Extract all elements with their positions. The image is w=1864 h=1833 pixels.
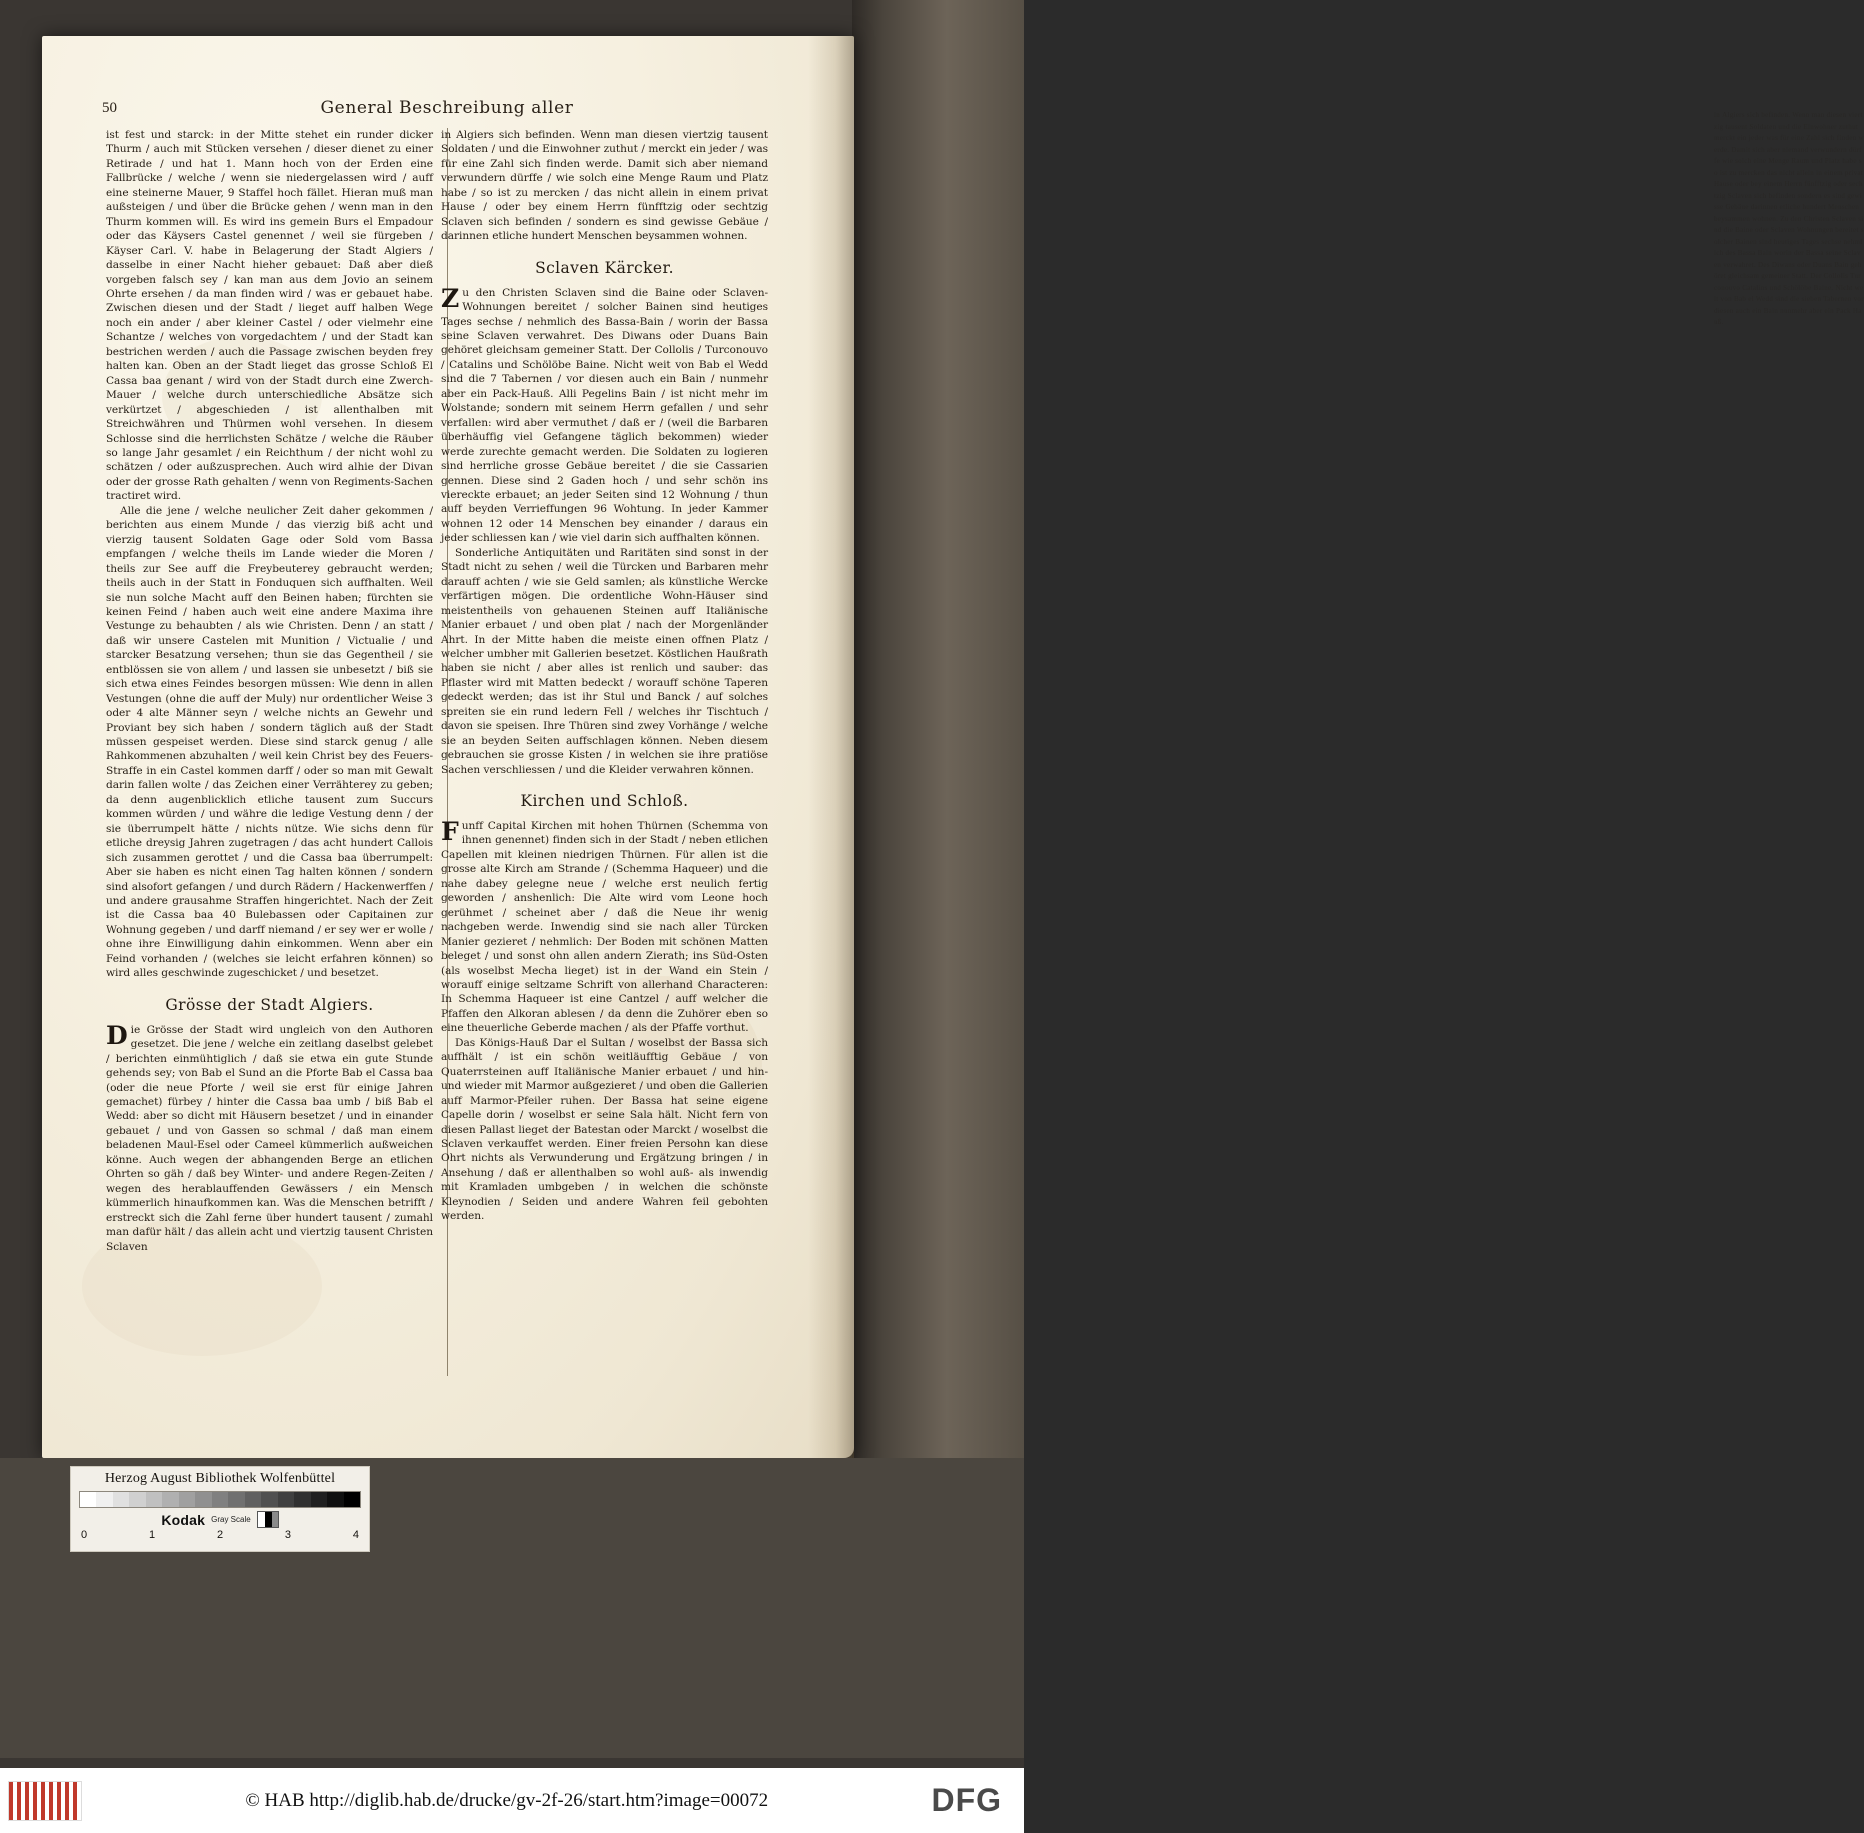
paragraph: Das Königs-Hauß Dar el Sultan / woselbst der Bassa sich auffhält / ist ein schön weitläufftig Gebäue / von Quaterrsteinen auff Italiänische Manier erbauet / und hin- und wieder mit Marmor außgezieret / und oben die Gallerien auff Marmor-Pfeiler ruhen. Der Bassa hat seine eigene Capelle dorin / woselbst er seine Sala hält. Nicht fern von diesen Pallast lieget der Batestan oder Marckt / woselbst die Sclaven verkauffet werden. Einer freien Persohn kan diese Ohrt nichts als Verwunderung und Ergätzung bringen / in Ansehung / daß er allenthalben so wohl auß- als inwendig mit Kramladen umbgeben / in welchen die schönste Kleynodien / Seiden und andere Wahren feil gebohten werden. xyxy=(441,1036,768,1223)
paragraph: Sonderliche Antiquitäten und Raritäten sind sonst in der Stadt nicht zu sehen / weil die Türcken und Barbaren mehr darauff achten / wie sie Geld samlen; als künstliche Wercke verfärtigen mögen. Die ordentliche Wohn-Häuser sind meistentheils von gehauenen Steinen auff Italiänische Manier erbauet / und oben plat / nach der Morgenländer Ahrt. In der Mitte haben die meiste einen offnen Platz / welcher umbher mit Gallerien besetzet. Köstlichen Haußrath haben sie nicht / aber alles ist renlich und sauber: das Pflaster wird mit Matten bedeckt / worauff schöne Taperen gedeckt werden; das ist ihr Stul und Banck / auf solches spreiten sie ein rund ledern Fell / welches ihr Tischtuch / davon sie speisen. Ihre Thüren sind zwey Vorhänge / welche sie an beyden Seiten auffschlagen können. Neben diesem gebrauchen sie grosse Kisten / in welchen sie ihre pratiöse Sachen verschliessen / und die Kleider verwahren können. xyxy=(441,546,768,776)
two-column-layout xyxy=(102,128,792,1380)
section-heading: Grösse der Stadt Algiers. xyxy=(165,995,374,1014)
credit-bar xyxy=(0,1768,1024,1833)
kodak-wordmark: Kodak xyxy=(161,1511,206,1528)
manuscript-page xyxy=(42,36,854,1458)
ruler-tick-label: 4 xyxy=(352,1529,359,1541)
paragraph: in Algiers sich befinden. Wenn man diesen viertzig tausent Soldaten / und die Einwohner zuthut / merckt ein jeder / was für eine Zahl sich finden werde. Damit sich aber niemand verwundern dürffe / wie solch eine Menge Raum und Platz habe / so ist zu mercken / das nicht allein in einem privat Hause / oder bey einem Herrn fünfftzig oder sechtzig Sclaven sich befinden / sondern es sind gewisse Gebäue / darinnen etliche hundert Menschen beysammen wohnen. xyxy=(441,129,768,243)
kodak-branding xyxy=(71,1511,369,1528)
paragraph: ist fest und starck: in der Mitte stehet ein runder dicker Thurm / auch mit Stücken versehen / dieser dienet zu einer Retirade / und hat 1. Mann hoch von der Erden eine Fallbrücke / welche / wenn sie niedergelassen wird / auff eine steinerne Mauer, 9 Staffel hoch fället. Hieran muß man außsteigen / und über die Brücke gehen / wenn man in den Thurm kommen will. Es wird ins gemein Burs el Empadour oder das Käysers Castel genennet / weil sie fürgeben / Käyser Carl. V. habe in Belagerung der Stadt Algiers / dasselbe in einer Nacht hieher gebauet: Daß aber dieß vorgeben falsch sey / kan man aus dem Jovio an seinem Ohrte ersehen / da man finden wird / was er gebauet habe. Zwischen diesen und der Stadt / lieget auff halben Wege noch ein ander / aber kleiner Castel / oder vielmehr eine Schantze / welches von vorgedachtem / und der Stadt kan bestrichen werden / auch die Passage zwischen beyden frey halten kan. Oben an der Stadt lieget das grosse Schloß El Cassa baa genant / wird von der Stadt durch eine Zwerch-Mauer / welche durch unterschiedliche Absätze sich verkürtzet / abgeschieden / ist allenthalben mit Streichwähren und Thürmen wohl versehen. In diesem Schlosse sind die herrlichsten Schätze / welche die Räuber so lange Jahr gesamlet / ein Reichthum / der nicht wohl zu schätzen / oder außzusprechen. Auch wird alhie der Divan oder der grosse Rath gehalten / wenn von Regiments-Sachen tractiret wird. xyxy=(106,129,433,503)
paragraph: Alle die jene / welche neulicher Zeit daher gekommen / berichten aus einem Munde / das vierzig biß acht und vierzig tausent Soldaten Gage oder Sold vom Bassa empfangen / welche theils im Lande wieder die Moren / theils zur See auff die Freybeuterey gebraucht werden; theils auch in der Statt in Fonduquen sich auffhalten. Weil sie nun solche Macht auff den Beinen haben; fürchten sie keinen Feind / haben auch weit eine andere Maxima ihre Vestunge zu behaubten / als wie Christen. Denn / an statt / daß wir unsere Castelen mit Munition / Victualie / und starcker Besatzung versehen; thun sie das Gegentheil / sie entblössen sie von allem / und lassen sie unbesetzt / biß sie sich etwa eines Feindes besorgen müssen: Wie denn in allen Vestungen (ohne die auff der Muly) nur ordentlicher Weise 3 oder 4 alte Männer seyn / welche nichts an Gewehr und Proviant bey sich haben / sondern täglich auß der Stadt müssen gespeiset werden. Diese sind starck genug / alle Rahkommenen abzuhalten / weil kein Christ bey des Feuers-Straffe in ein Castel kommen darff / oder so man mit Gewalt darin fallen wolte / das Zeichen einer Verrähterey zu geben; da denn augenblicklich etliche tausent zum Succurs kommen würden / und währe die ledige Vestung denn / der sie überrumpelt hätte / nichts nütze. Wie sichs denn für etliche dreysig Jahren zugetragen / das acht hundert Callois sich zusammen gerottet / und die Cassa baa überrumpelt: Aber sie haben es nicht einen Tag halten können / sondern sind alsofort gefangen / und durch Rädern / Hackenwerffen / und andere grausahme Straffen hingerichtet. Nach der Zeit ist die Cassa baa 40 Bulebassen oder Capitainen zur Wohnung gegeben / und darff niemand / er sey wer er wolle / ohne ihre Einwilligung dahin einkommen. Wenn aber ein Feind vorhanden / (welches sie leicht erfahren können) so wird alles geschwinde zugeschicket / und besetzet. xyxy=(106,504,433,980)
ruler-tick-label: 1 xyxy=(148,1529,156,1541)
running-head xyxy=(102,98,792,122)
institution-label: Herzog August Bibliothek Wolfenbüttel xyxy=(104,1471,336,1486)
binding-gutter xyxy=(852,0,1864,1540)
ruler-tick-label: 2 xyxy=(216,1529,224,1541)
section-heading: Kirchen und Schloß. xyxy=(520,792,689,811)
column-right xyxy=(437,128,772,1380)
facing-page-ghost-text: in Algiers sich befinden. Wenn man diesen viertzig tausent Soldaten und die Einwohner zuthut merckt ein jeder was für eine Zahl sich finden werde. Damit sich aber niemand verwundern dürffe wie solch eine Menge Raum und Platz habe so ist zu mercken das nicht allein in einem privat Hause oder bey einem Herrn fünfftzig oder sechtzig Sclaven sich befinden sondern es sind gewisse Gebäue darinnen etliche hundert Menschen beysammen wohnen. Zu den Christen Sclaven sind die Baine oder Sclaven Wohnungen bereitet solcher Bainen sind heutiges Tages sechse nehmlich des Bassa Bain worin der Bassa seine Sclaven verwahret. Des Diwans oder Duans Bain gehöret gleichsam gemeiner Statt. Der Collolis Turconouvo Catalins und Schölöbe Baine. Nicht weit von Bab el Wedd sind die sieben Tabernen vor diesen auch ein Bain nunmehr aber ein Pack Hauß. xyxy=(1714,111,1864,326)
kodak-gray-scale-target xyxy=(70,1466,370,1552)
text-block xyxy=(102,98,792,1388)
paragraph: Funff Capital Kirchen mit hohen Thürnen (Schemma von ihnen genennet) finden sich in der Stadt / neben etlichen Capellen mit kleinen niedrigen Thürnen. Für allen ist die grosse alte Kirch am Strande / (Schemma Haqueer) und die nahe dabey gelegne neue / welche erst neulich fertig geworden / anshenlich: Die Alte wird vom Leone hoch gerühmet / scheinet aber / daß die Neue ihr wenig nachgeben werde. Inwendig sind sie nach aller Türcken Manier gezieret / nehmlich: Der Boden mit schönen Matten beleget / und sonst ohn allen andern Zierath; ins Süd-Osten (als woselbst Mecha lieget) ist in der Wand ein Stein / worauff einige seltzame Schrift von allerhand Characteren: In Schemma Haqueer ist eine Cantzel / auff welcher die Pfaffen den Alkoran ablesen / da denn die Zuhörer eben so eine theuerliche Geberde machen / als der Pfaffe vorthut. xyxy=(441,817,768,1035)
ruler-tick-label: 0 xyxy=(81,1529,88,1541)
grayscale-step-wedge xyxy=(79,1491,361,1508)
ruler-tick-label: 3 xyxy=(284,1529,292,1541)
folio-number: 50 xyxy=(102,100,117,116)
section-heading: Sclaven Kärcker. xyxy=(535,258,674,277)
copyright-url: © HAB http://diglib.hab.de/drucke/gv-2f-26/start.htm?image=00072 xyxy=(245,1789,769,1811)
dfg-logo: DFG xyxy=(931,1782,1002,1818)
page-title: General Beschreibung aller xyxy=(320,98,574,118)
density-patch xyxy=(257,1511,279,1528)
gray-scale-label: Gray Scale xyxy=(211,1515,251,1524)
paragraph: Die Grösse der Stadt wird ungleich von den Authoren gesetzet. Die jene / welche ein zeitlang daselbst gelebet / berichten einmühtiglich / daß sie etwa ein gute Stunde gehends sey; von Bab el Sund an die Pforte Bab el Cassa baa (oder die neue Pforte / weil sie erst für einige Jahren gemachet) fürbey / hinter die Cassa baa umb / biß Bab el Wedd: aber so dicht mit Häusern besetzet / und in einander gebauet / und von Gassen so schmal / daß man einem beladenen Maul-Esel oder Cameel kümmerlich außweichen könne. Auch wegen der abhangenden Berge an etlichen Ohrten so gäh / daß bey Winter- und andere Regen-Zeiten / wegen des herablauffenden Gewässers / ein Mensch kümmerlich hinaufkommen kan. Was die Menschen betrifft / erstreckt sich die Zahl ferne über hundert tausent / zumahl man dafür hält / das allein acht und viertzig tausent Christen Sclaven xyxy=(106,1020,433,1253)
paragraph: Zu den Christen Sclaven sind die Baine oder Sclaven-Wohnungen bereitet / solcher Bainen sind heutiges Tages sechse / nehmlich des Bassa-Bain / worin der Bassa seine Sclaven verwahret. Des Diwans oder Duans Bain gehöret gleichsam gemeiner Statt. Der Collolis / Turconouvo / Catalins und Schölöbe Baine. Nicht weit von Bab el Wedd sind die 7 Tabernen / vor diesen auch ein Bain / nunmehr aber ein Pack-Hauß. Alli Pegelins Bain / ist nicht mehr im Wolstande; sondern mit seinem Herrn gefallen / und sehr verfallen: wird aber vermuthet / daß er / (weil die Barbaren überhäuffig viel Gefangene täglich bekommen) wieder werde zurechte gemacht werden. Die Soldaten zu logieren sind herrliche grosse Gebäue bereitet / die sie Cassarien gennen. Diese sind 2 Gaden hoch / und sehr schön ins viereckte erbauet; an jeder Seiten sind 12 Wohnung / thun auff beyden Verrieffungen 96 Wohtung. In jeder Kammer wohnen 12 oder 14 Menschen bey einander / daraus ein jeder schliessen kan / wie viel darin sich auffhalten können. xyxy=(441,283,768,545)
column-left xyxy=(102,128,437,1380)
ruler-scale xyxy=(71,1529,369,1541)
color-ruler-strip xyxy=(8,1781,82,1821)
